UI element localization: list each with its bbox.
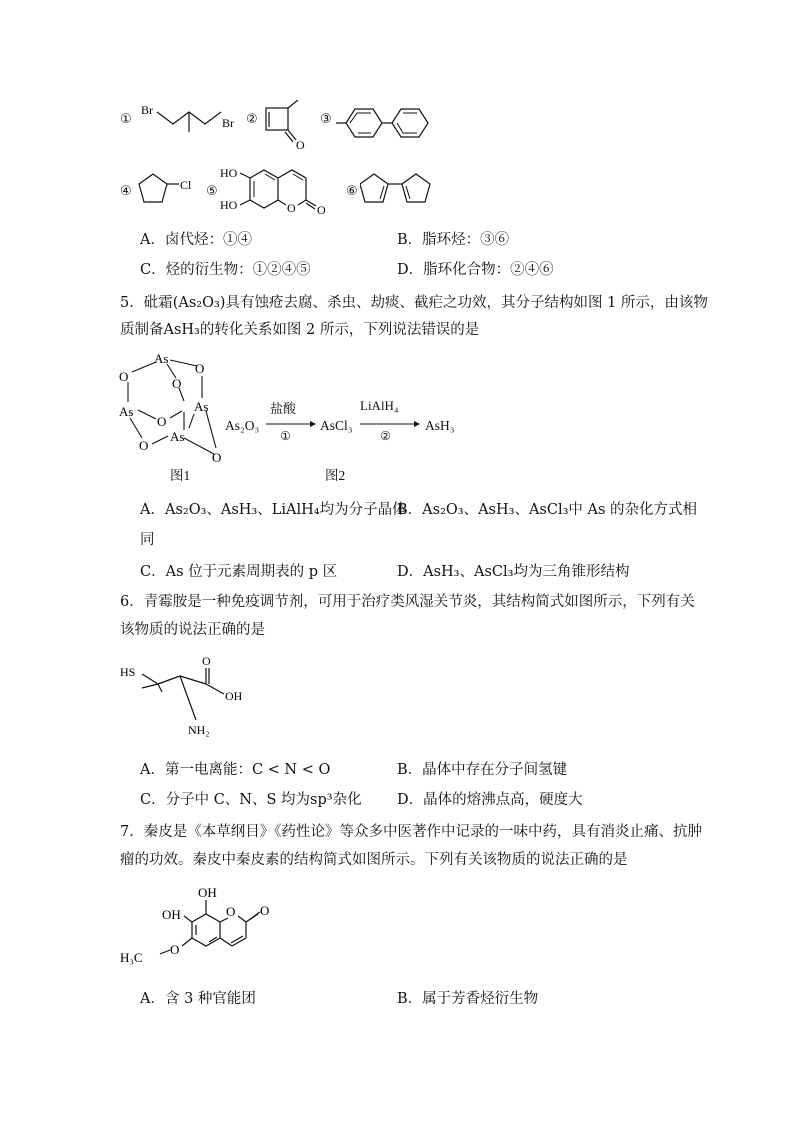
- struct-label-2: ②: [246, 112, 258, 127]
- atom-as-top: As: [154, 351, 169, 366]
- q4-option-a[interactable]: A．卤代烃：①④: [140, 232, 252, 248]
- atom-o-carbonyl: O: [202, 654, 211, 668]
- figure-2-caption: 图2: [325, 468, 346, 483]
- structure-6-bicyclopentenyl: [360, 170, 440, 210]
- atom-oh-left: OH: [162, 907, 181, 922]
- q6-option-c[interactable]: C．分子中 C、N、S 均为sp³杂化: [140, 792, 362, 808]
- q4-option-c[interactable]: C．烃的衍生物：①②④⑤: [140, 262, 311, 278]
- atom-o-6: O: [212, 450, 222, 465]
- atom-o-carbonyl: O: [317, 203, 326, 217]
- atom-oh: OH: [225, 689, 243, 703]
- q5-stem-line-2: 质制备AsH₃的转化关系如图 2 所示，下列说法错误的是: [120, 322, 480, 338]
- structure-4-chlorocyclopentane: [135, 170, 205, 210]
- arrow-step-1: [266, 418, 316, 430]
- struct-label-4: ④: [120, 184, 132, 199]
- q5-option-a[interactable]: A．As₂O₃、AsH₃、LiAlH₄均为分子晶体: [140, 502, 407, 518]
- atom-as-left: As: [119, 404, 134, 419]
- figure-1-caption: 图1: [170, 468, 191, 483]
- atom-oh-top: OH: [198, 885, 217, 900]
- q6-stem-line-2: 该物质的说法正确的是: [120, 622, 265, 638]
- q7-option-b[interactable]: B．属于芳香烃衍生物: [397, 991, 539, 1007]
- structure-2-cyclobutenone: [260, 100, 320, 152]
- atom-as-right: As: [194, 399, 209, 414]
- atom-o-ketone: O: [296, 138, 305, 152]
- atom-o-4: O: [157, 414, 167, 429]
- q5-option-c[interactable]: C．As 位于元素周期表的 p 区: [140, 564, 338, 580]
- atom-ho-2: HO: [220, 198, 238, 212]
- atom-cl: Cl: [180, 178, 192, 192]
- struct-label-5: ⑤: [206, 184, 218, 199]
- q5-option-d[interactable]: D．AsH₃、AsCl₃均为三角锥形结构: [397, 564, 630, 580]
- scheme-reagent-lialh4: LiAlH₄: [360, 398, 399, 413]
- q6-option-b[interactable]: B．晶体中存在分子间氢键: [397, 762, 568, 778]
- q7-option-a[interactable]: A．含 3 种官能团: [140, 991, 256, 1007]
- atom-ho-1: HO: [220, 166, 238, 180]
- atom-o-3: O: [172, 376, 182, 391]
- atom-o-ring: O: [226, 904, 236, 919]
- atom-o-ring: O: [287, 201, 296, 215]
- q4-option-b[interactable]: B．脂环烃：③⑥: [397, 232, 510, 248]
- scheme-reagent-hcl: 盐酸: [270, 401, 297, 416]
- figure-1-as4o6-structure: [112, 346, 237, 468]
- q7-stem-line-1: 7．秦皮是《本草纲目》《药性论》等众多中医著作中记录的一味中药，具有消炎止痛、抗肿: [120, 824, 702, 840]
- atom-o-carbonyl: O: [260, 903, 270, 918]
- structure-1-dibromide: [135, 98, 245, 143]
- scheme-as2o3: As₂O₃: [225, 418, 260, 433]
- atom-o-ether: O: [170, 942, 180, 957]
- q7-stem-line-2: 瘤的功效。秦皮中秦皮素的结构简式如图所示。下列有关该物质的说法正确的是: [120, 852, 628, 868]
- atom-o-5: O: [139, 438, 149, 453]
- atom-br-1: Br: [141, 103, 153, 117]
- figure-penicillamine-structure: [120, 652, 260, 744]
- figure-fraxetin-structure: [118, 882, 308, 974]
- q5-option-b-continued[interactable]: 同: [140, 532, 155, 548]
- atom-o-2: O: [195, 361, 205, 376]
- scheme-ash3: AsH₃: [425, 418, 455, 433]
- atom-h3c: H₃C: [120, 950, 143, 965]
- q5-stem-line-1: 5．砒霜(As₂O₃)具有蚀疮去腐、杀虫、劫痰、截疟之功效，其分子结构如图 1 所示，由该物: [120, 295, 708, 311]
- atom-hs: HS: [120, 665, 136, 679]
- scheme-ascl3: AsCl₃: [320, 418, 353, 433]
- q6-option-a[interactable]: A．第一电离能：C < N < O: [140, 762, 331, 778]
- atom-o-1: O: [119, 369, 129, 384]
- q6-stem-line-1: 6．青霉胺是一种免疫调节剂，可用于治疗类风湿关节炎，其结构简式如图所示，下列有关: [120, 594, 695, 610]
- atom-br-2: Br: [222, 116, 234, 130]
- struct-label-1: ①: [120, 112, 132, 127]
- structure-5-esculetin: [220, 162, 345, 220]
- q4-option-d[interactable]: D．脂环化合物：②④⑥: [397, 262, 554, 278]
- atom-nh2: NH₂: [188, 723, 210, 737]
- scheme-step-1: ①: [280, 429, 291, 443]
- struct-label-3: ③: [320, 112, 332, 127]
- q6-option-d[interactable]: D．晶体的熔沸点高，硬度大: [397, 792, 583, 808]
- structure-3-methylbiphenyl: [334, 104, 444, 144]
- q5-option-b[interactable]: B．As₂O₃、AsH₃、AsCl₃中 As 的杂化方式相: [397, 502, 698, 518]
- atom-as-bottom: As: [170, 429, 185, 444]
- scheme-step-2: ②: [380, 429, 391, 443]
- struct-label-6: ⑥: [346, 184, 358, 199]
